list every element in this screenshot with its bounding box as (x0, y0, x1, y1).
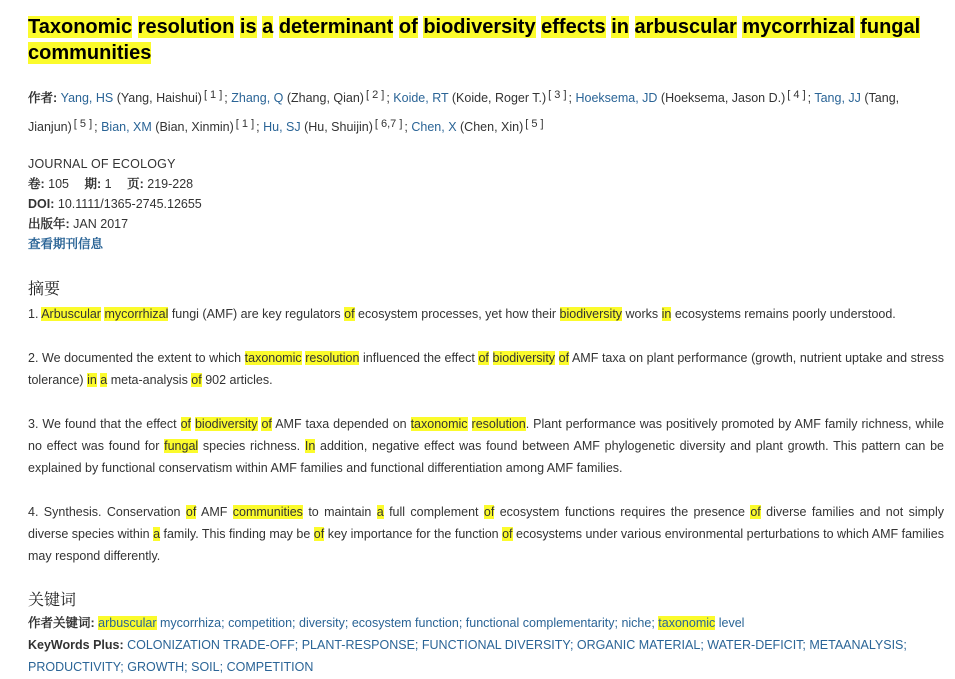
keyword-plus-link[interactable]: SOIL (191, 660, 220, 674)
author-affiliation-ref[interactable]: [ 1 ] (203, 89, 223, 101)
author-separator: ; (256, 120, 260, 134)
author-keyword-link[interactable]: taxonomic level (658, 616, 745, 630)
keyword-separator: ; (344, 616, 349, 630)
author-link[interactable]: Chen, X (411, 120, 457, 134)
volume-value: 105 (48, 177, 70, 191)
author-link[interactable]: Hu, SJ (263, 120, 301, 134)
highlighted-term: resolution (305, 351, 360, 365)
highlighted-term: of (398, 16, 418, 38)
keyword-plus-link[interactable]: PLANT-RESPONSE (301, 638, 415, 652)
highlighted-term: effects (541, 16, 606, 38)
keyword-separator: ; (292, 616, 296, 630)
keyword-plus-link[interactable]: COLONIZATION TRADE-OFF (127, 638, 295, 652)
keyword-separator: ; (458, 616, 463, 630)
publication-date-label: 出版年: (28, 217, 70, 231)
publication-date-row (28, 214, 945, 234)
author-affiliation-ref[interactable]: [ 5 ] (73, 118, 93, 130)
highlighted-term: of (478, 351, 489, 365)
highlighted-term: communities (28, 42, 152, 64)
keyword-separator: ; (614, 616, 618, 630)
author-full-name: (Yang, Haishui) (113, 91, 202, 105)
highlighted-term: biodiversity (492, 351, 556, 365)
keyword-separator: ; (802, 638, 806, 652)
highlighted-term: of (313, 527, 325, 541)
author-keyword-link[interactable]: ecosystem function (351, 616, 459, 630)
author-full-name: (Bian, Xinmin) (151, 120, 234, 134)
highlighted-term: of (483, 505, 495, 519)
keywords-heading: 关键词 (28, 592, 77, 609)
journal-info (28, 154, 945, 254)
author-keywords-label: 作者关键词: (28, 616, 95, 630)
abstract-heading: 摘要 (28, 281, 61, 298)
author-keyword-link[interactable]: niche (621, 616, 652, 630)
keyword-separator: ; (294, 638, 299, 652)
keyword-separator: ; (219, 660, 224, 674)
publication-date-value: JAN 2017 (73, 217, 129, 231)
keyword-separator: ; (120, 660, 124, 674)
author-link[interactable]: Tang, JJ (814, 91, 861, 105)
author-full-name: (Hu, Shuijin) (300, 120, 373, 134)
keyword-separator: ; (651, 616, 655, 630)
keyword-plus-link[interactable]: FUNCTIONAL DIVERSITY (421, 638, 570, 652)
author-keywords-row (28, 612, 943, 634)
author-keyword-link[interactable]: arbuscular mycorrhiza (98, 616, 222, 630)
view-journal-info-link[interactable]: 查看期刊信息 (28, 237, 104, 251)
highlighted-term: Arbuscular (41, 307, 101, 321)
highlighted-term: of (180, 417, 192, 431)
volume-issue-pages (28, 174, 945, 194)
author-full-name: (Koide, Roger T.) (448, 91, 547, 105)
author-link[interactable]: Koide, RT (393, 91, 449, 105)
highlighted-term: of (261, 417, 272, 431)
highlighted-term: taxonomic (244, 351, 302, 365)
keyword-separator: ; (221, 616, 225, 630)
highlighted-term: in (611, 16, 629, 38)
keyword-separator: ; (700, 638, 704, 652)
keywords-plus-list (28, 638, 907, 674)
author-affiliation-ref[interactable]: [ 6,7 ] (374, 118, 403, 130)
highlighted-term: taxonomic (658, 616, 716, 630)
author-keywords-list (98, 616, 744, 630)
volume-label: 卷: (28, 177, 45, 191)
highlighted-term: of (558, 351, 570, 365)
author-affiliation-ref[interactable]: [ 5 ] (525, 118, 544, 130)
highlighted-term: of (191, 373, 202, 387)
keywords-plus-row (28, 634, 943, 678)
keyword-separator: ; (184, 660, 188, 674)
highlighted-term: is (239, 16, 257, 38)
highlighted-term: biodiversity (423, 16, 536, 38)
abstract-body (28, 303, 945, 567)
highlighted-term: biodiversity (194, 417, 258, 431)
pages-value: 219-228 (147, 177, 194, 191)
highlighted-term: In (304, 439, 316, 453)
highlighted-term: a (100, 373, 108, 387)
author-full-name: (Tang, Jianjun) (28, 91, 900, 134)
author-full-name: (Chen, Xin) (456, 120, 524, 134)
keywords-plus-label: KeyWords Plus: (28, 638, 124, 652)
doi-value: 10.1111/1365-2745.12655 (57, 197, 202, 211)
highlighted-term: taxonomic (410, 417, 468, 431)
abstract-paragraph: 1. Arbuscular mycorrhizal fungi (AMF) are key regulators of ecosystem processes, yet how their biodiversity works in ecosystems remains poorly understood. (28, 307, 896, 321)
highlighted-term: a (262, 16, 274, 38)
highlighted-term: a (153, 527, 161, 541)
highlighted-term: of (502, 527, 513, 541)
highlighted-term: a (376, 505, 384, 519)
author-link[interactable]: Zhang, Q (231, 91, 284, 105)
highlighted-term: in (661, 307, 672, 321)
author-separator: ; (404, 120, 408, 134)
keyword-plus-link[interactable]: METAANALYSIS (809, 638, 904, 652)
highlighted-term: mycorrhizal (104, 307, 169, 321)
highlighted-term: communities (232, 505, 303, 519)
author-list (28, 82, 943, 140)
author-separator: ; (568, 91, 572, 105)
issue-value: 1 (104, 177, 112, 191)
abstract-paragraph: 4. Synthesis. Conservation of AMF communities to maintain a full complement of ecosystem functions requires the presence of diverse families and not simply diverse species within a family. This finding may be of key importance for the function of ecosystems under various environmental perturbations to which AMF families may respond differently. (28, 505, 944, 563)
author-keyword-link[interactable]: functional complementarity (465, 616, 615, 630)
highlighted-term: arbuscular (98, 616, 157, 630)
keyword-separator: ; (414, 638, 419, 652)
keyword-plus-link[interactable]: COMPETITION (226, 660, 314, 674)
author-affiliation-ref[interactable]: [ 3 ] (548, 89, 567, 101)
author-link[interactable]: Bian, XM (101, 120, 152, 134)
author-full-name: (Hoeksema, Jason D.) (657, 91, 786, 105)
author-separator: ; (224, 91, 228, 105)
highlighted-term: fungal (164, 439, 199, 453)
doi-label: DOI: (28, 197, 55, 211)
highlighted-term: resolution (471, 417, 526, 431)
highlighted-term: determinant (278, 16, 394, 38)
author-full-name: (Zhang, Qian) (283, 91, 364, 105)
keyword-separator: ; (569, 638, 574, 652)
keyword-plus-link[interactable]: GROWTH (127, 660, 185, 674)
highlighted-term: of (344, 307, 355, 321)
pages-label: 页: (127, 177, 144, 191)
highlighted-term: in (87, 373, 97, 387)
authors-container (28, 91, 899, 134)
journal-name: JOURNAL OF ECOLOGY (28, 157, 176, 171)
issue-label: 期: (84, 177, 102, 191)
author-separator: ; (807, 91, 812, 105)
abstract-paragraph: 2. We documented the extent to which taxonomic resolution influenced the effect of biodiversity of AMF taxa on plant performance (growth, nutrient uptake and stress tolerance) in a meta-analysis of 902 articles. (28, 351, 944, 387)
author-affiliation-ref[interactable]: [ 4 ] (787, 89, 806, 101)
highlighted-term: mycorrhizal (742, 16, 855, 38)
authors-label: 作者: (28, 91, 58, 105)
author-affiliation-ref[interactable]: [ 1 ] (235, 118, 255, 130)
keyword-plus-link[interactable]: ORGANIC MATERIAL (576, 638, 701, 652)
author-keyword-link[interactable]: competition (228, 616, 293, 630)
author-separator: ; (386, 91, 390, 105)
keyword-plus-link[interactable]: PRODUCTIVITY (28, 660, 121, 674)
doi-row (28, 194, 945, 214)
author-separator: ; (94, 120, 98, 134)
highlighted-term: resolution (137, 16, 235, 38)
highlighted-term: of (185, 505, 197, 519)
highlighted-term: of (750, 505, 761, 519)
highlighted-term: arbuscular (634, 16, 737, 38)
highlighted-term: biodiversity (559, 307, 623, 321)
keyword-plus-link[interactable]: WATER-DEFICIT (707, 638, 803, 652)
keyword-separator: ; (903, 638, 907, 652)
highlighted-term: Taxonomic (28, 16, 133, 38)
author-affiliation-ref[interactable]: [ 2 ] (365, 89, 385, 101)
article-title (28, 14, 933, 66)
author-link[interactable]: Hoeksema, JD (575, 91, 658, 105)
author-link[interactable]: Yang, HS (60, 91, 114, 105)
abstract-paragraph: 3. We found that the effect of biodiversity of AMF taxa depended on taxonomic resolution. Plant performance was positively promoted by AMF family richness, while no effect was found for fungal species richness. In addition, negative effect was found between AMF phylogenetic diversity and plant growth. This pattern can be explained by functional conservatism within AMF families and functional differentiation among AMF families. (28, 417, 944, 475)
highlighted-term: fungal (860, 16, 921, 38)
author-keyword-link[interactable]: diversity (299, 616, 345, 630)
